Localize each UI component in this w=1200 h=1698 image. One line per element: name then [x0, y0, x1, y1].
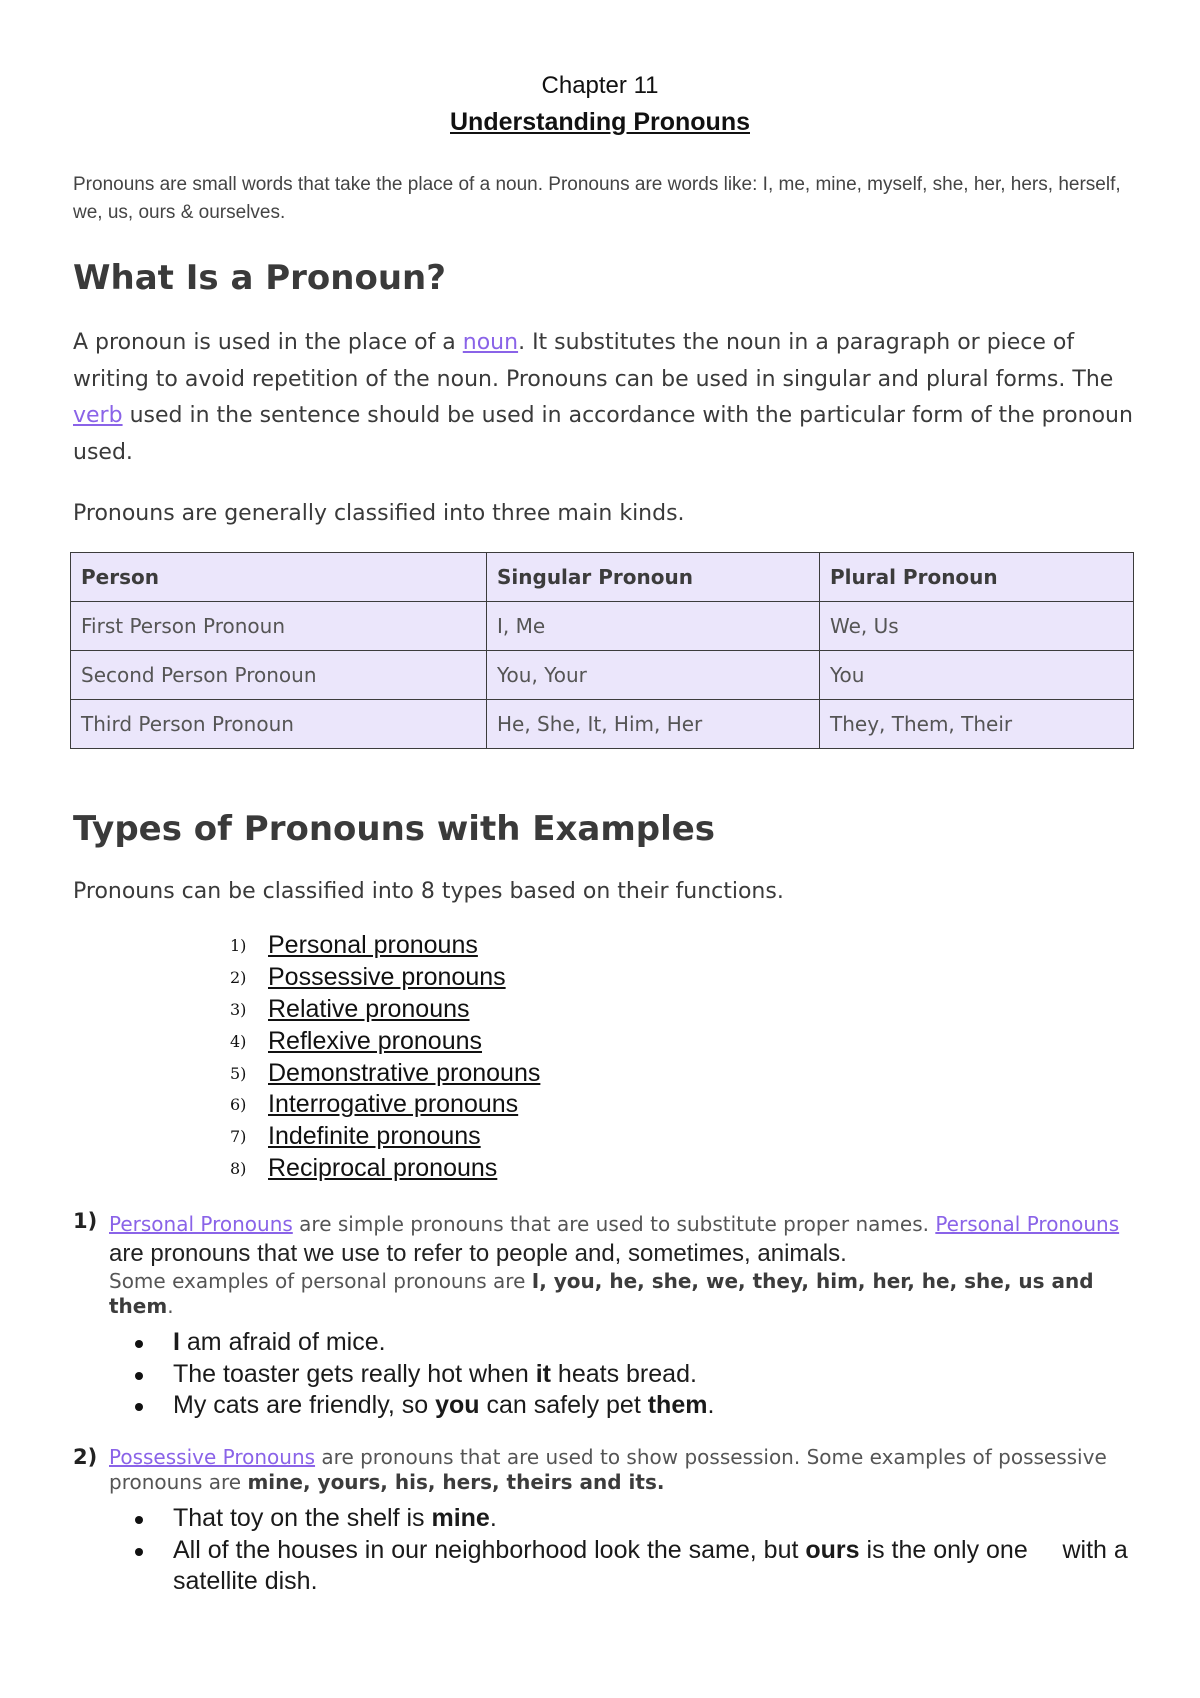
bullet-text: My cats are friendly, so [173, 1391, 436, 1419]
personal-text-2: are pronouns that we use to refer to people and, sometimes, animals. [109, 1240, 847, 1267]
noun-link[interactable]: noun [462, 330, 519, 355]
table-cell: I, Me [487, 602, 820, 651]
possessive-description [109, 1445, 1143, 1495]
list-item [230, 1025, 540, 1057]
personal-description [109, 1209, 1143, 1269]
bullet-text: . [707, 1391, 715, 1419]
bullet-text: That toy on the shelf is [173, 1504, 432, 1532]
heading-what-is-pronoun: What Is a Pronoun? [73, 258, 446, 298]
personal-examples-list: I, you, he, she, we, they, him, her, he, she, us and them [109, 1269, 1094, 1318]
kinds-paragraph: Pronouns are generally classified into three main kinds. [73, 501, 685, 526]
bullet-text: can safely pet [479, 1391, 648, 1419]
bullet-bold: mine [431, 1504, 490, 1532]
type-link-personal[interactable]: Personal pronouns [268, 931, 478, 960]
type-link-relative[interactable]: Relative pronouns [268, 994, 470, 1023]
table-row [71, 651, 1134, 700]
list-item [230, 1089, 540, 1121]
personal-examples-lead: Some examples of personal pronouns are [109, 1269, 532, 1293]
bullet-bold: I [173, 1328, 180, 1356]
possessive-example-bullets [173, 1503, 1133, 1598]
table-row [71, 602, 1134, 651]
personal-pronouns-link-2[interactable]: Personal Pronouns [935, 1212, 1120, 1236]
table-row [71, 700, 1134, 749]
personal-pronouns-section [73, 1209, 1143, 1422]
bullet-icon [135, 1548, 143, 1556]
table-cell: Third Person Pronoun [71, 700, 487, 749]
bullet-text: heats bread. [550, 1359, 697, 1388]
list-item [230, 1057, 540, 1089]
bullet-text: . [489, 1504, 497, 1532]
list-item [230, 1121, 540, 1153]
possessive-examples-list: mine, yours, his, hers, theirs and its. [247, 1470, 665, 1494]
heading-types-of-pronouns: Types of Pronouns with Examples [73, 809, 716, 849]
bullet-text: All of the houses in our neighborhood look the same, but [173, 1535, 806, 1564]
bullet-text: The toaster gets really hot when [173, 1359, 536, 1388]
bullet-text: is the only one with a satellite dish. [173, 1535, 1135, 1595]
type-link-reciprocal[interactable]: Reciprocal pronouns [268, 1153, 498, 1182]
section-number: 1) [73, 1209, 98, 1233]
table-cell: You [820, 651, 1134, 700]
possessive-pronouns-section [73, 1445, 1143, 1598]
list-item [173, 1535, 1133, 1598]
list-item [173, 1503, 1133, 1535]
type-link-interrogative[interactable]: Interrogative pronouns [268, 1090, 519, 1119]
personal-text-1: are simple pronouns that are used to substitute proper names. [292, 1212, 936, 1236]
list-item [230, 962, 540, 994]
table-cell: First Person Pronoun [71, 602, 487, 651]
bullet-icon [135, 1403, 143, 1411]
verb-link[interactable]: verb [73, 403, 123, 428]
bullet-bold: it [535, 1359, 551, 1388]
pronoun-table [70, 552, 1134, 749]
list-number: 6) [230, 1095, 247, 1115]
bullet-icon [135, 1340, 143, 1348]
type-link-demonstrative[interactable]: Demonstrative pronouns [268, 1058, 541, 1087]
table-header-cell: Plural Pronoun [820, 553, 1134, 602]
section-number: 2) [73, 1445, 98, 1469]
bullet-icon [135, 1372, 143, 1380]
type-link-reflexive[interactable]: Reflexive pronouns [268, 1026, 483, 1055]
bullet-icon [135, 1516, 143, 1524]
list-item [173, 1359, 1143, 1391]
personal-pronouns-link[interactable]: Personal Pronouns [109, 1212, 293, 1236]
bullet-text: am afraid of mice. [179, 1328, 386, 1356]
list-item [230, 1153, 540, 1185]
personal-examples-end: . [167, 1294, 174, 1318]
list-item [230, 930, 540, 962]
bullet-bold: them [647, 1391, 708, 1419]
possessive-pronouns-link[interactable]: Possessive Pronouns [109, 1445, 316, 1469]
type-link-possessive[interactable]: Possessive pronouns [268, 963, 506, 992]
personal-examples [109, 1269, 1143, 1319]
definition-text-c: used in the sentence should be used in accordance with the particular form of the pronoun used. [73, 403, 1133, 465]
table-cell: He, She, It, Him, Her [487, 700, 820, 749]
table-header-cell: Person [71, 553, 487, 602]
types-list [230, 930, 540, 1184]
list-number: 1) [230, 936, 247, 956]
table-header-cell: Singular Pronoun [487, 553, 820, 602]
list-item [230, 994, 540, 1026]
table-cell: Second Person Pronoun [71, 651, 487, 700]
list-item [173, 1327, 1143, 1359]
list-number: 8) [230, 1158, 247, 1178]
table-header-row [71, 553, 1134, 602]
definition-text-a: A pronoun is used in the place of a [73, 330, 463, 355]
table-cell: They, Them, Their [820, 700, 1134, 749]
definition-paragraph [73, 325, 1133, 471]
chapter-label: Chapter 11 [541, 72, 659, 99]
list-number: 5) [230, 1063, 247, 1083]
table-cell: You, Your [487, 651, 820, 700]
intro-paragraph: Pronouns are small words that take the place of a noun. Pronouns are words like: I, me, mine, myself, she, her, hers, herself, we, us, ours & ourselves. [73, 174, 1121, 223]
definition-text-b: . It substitutes the noun in a paragraph or piece of writing to avoid repetition of the noun. Pronouns can be used in singular and plural forms. The [73, 330, 1114, 392]
types-intro-paragraph: Pronouns can be classified into 8 types based on their functions. [73, 879, 784, 904]
list-number: 7) [230, 1127, 247, 1147]
list-number: 3) [230, 999, 247, 1019]
type-link-indefinite[interactable]: Indefinite pronouns [268, 1122, 481, 1151]
personal-example-bullets [173, 1327, 1143, 1422]
list-number: 2) [230, 968, 247, 988]
list-item [173, 1390, 1143, 1422]
table-cell: We, Us [820, 602, 1134, 651]
possessive-text-1: are pronouns that are used to show possession. Some examples of possessive pronouns are [109, 1445, 1107, 1494]
bullet-bold: ours [805, 1535, 860, 1564]
bullet-bold: you [435, 1391, 480, 1419]
list-number: 4) [230, 1031, 247, 1051]
page-title: Understanding Pronouns [450, 108, 750, 136]
